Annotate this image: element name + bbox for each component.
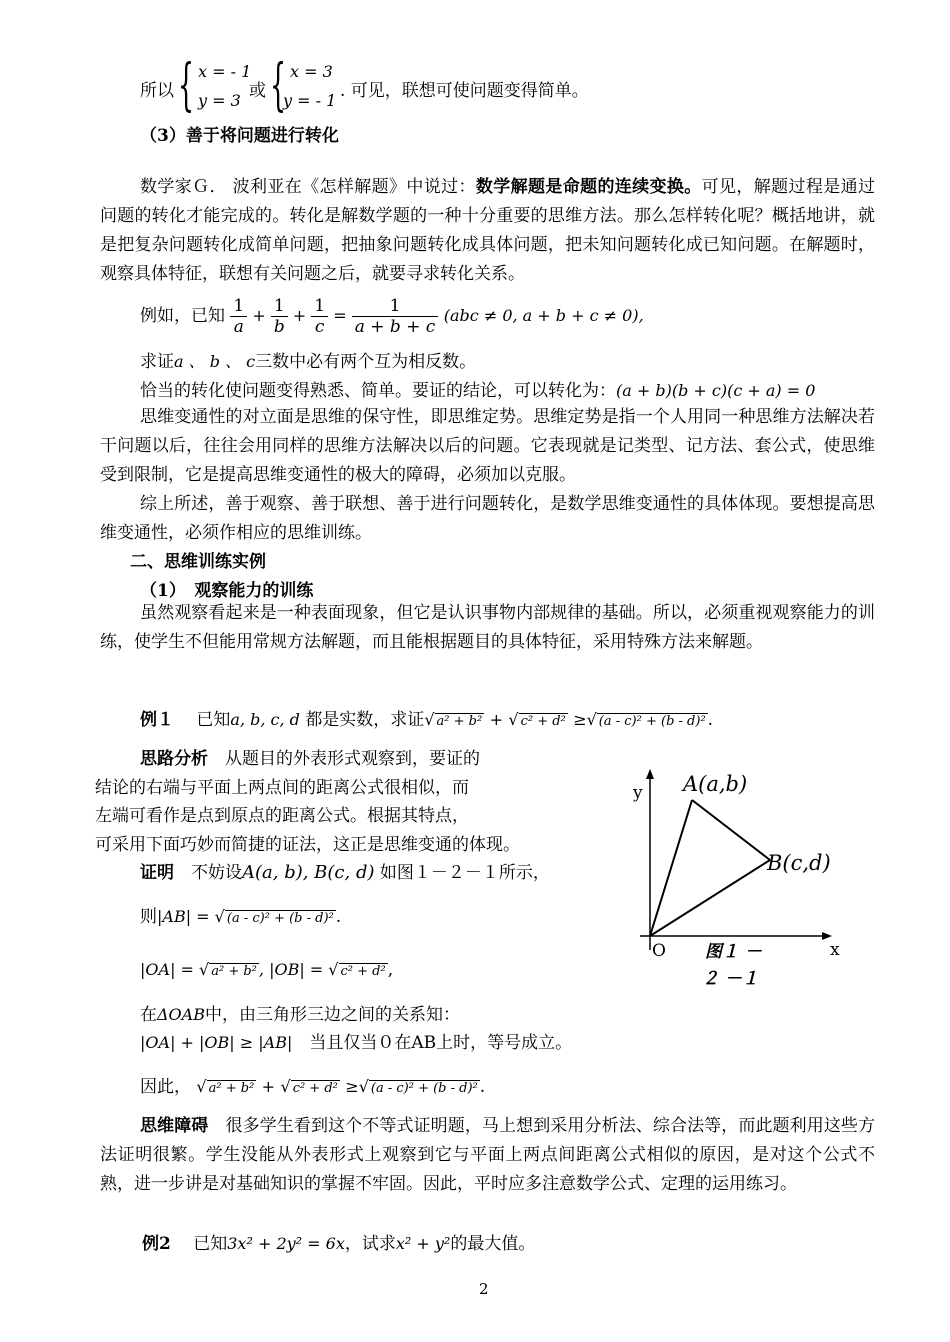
x-axis-arrow [822, 932, 832, 940]
obstacle-text: 很多学生看到这个不等式证明题，马上想到采用分析法、综合法等，而此题利用这些方法证明很繁。学生没能从外表形式上观察到它与平面上两点间距离公式相似的原因，是对这个公式不熟，进一步讲是对基础知识的掌握不牢固。因此，平时应多注意数学公式、定理的运用练习。 [100, 1116, 876, 1194]
analysis-line-4: 可采用下面巧妙而简捷的证法，这正是思维变通的体现。 [95, 835, 520, 855]
prove-pre: 求证 [140, 352, 174, 372]
para-transform [100, 173, 875, 289]
example-1-pre: 已知 [196, 710, 231, 730]
para-mindset: 思维变通性的对立面是思维的保守性，即思维定势。思维定势是指一个人用同一种思维方法解决若干问题以后，往往会用同样的思维方法解决以后的问题。它表现就是记类型、记方法、套公式，使思维受到限制，它是提高思维变通性的极大的障碍，必须加以克服。 [100, 407, 875, 485]
prove-line [140, 347, 476, 372]
example-2-label: 例2 [142, 1234, 171, 1254]
segment-ab [692, 800, 770, 860]
fraction-1-b: $\frac{1}{b}$ [271, 296, 288, 337]
proof-ab-distance: 则|AB| = √ (a - c)² + (b - d)² . [140, 907, 342, 927]
y-label: y [633, 783, 643, 803]
analysis-line-2: 结论的右端与平面上两点间的距离公式很相似，而 [95, 778, 469, 798]
para1-bold: 数学解题是命题的连续变换。 [475, 177, 702, 197]
fraction-1-abc: $\frac{1}{a + b + c}$ [352, 296, 439, 337]
origin-label: O [652, 941, 666, 961]
para1-pre: 数学家Ｇ． 波利亚在《怎样解题》中说过： [140, 177, 476, 197]
example-2-expr: x² + y² [395, 1234, 451, 1253]
example-1-label: 例１ [140, 710, 174, 730]
prove-vars: a 、 b 、 c [174, 352, 256, 371]
proof-conclusion: 因此， √ a² + b² + √ c² + d² ≥√ (a - c)² + (b - d)² . [140, 1077, 486, 1097]
analysis-line-3: 左端可看作是点到原点的距离公式。根据其特点， [95, 806, 469, 826]
section3-heading: （3）善于将问题进行转化 [140, 126, 339, 146]
para1-post: 可见，解题过程是通过问题的转化才能完成的。转化是解数学题的一种十分重要的思维方法。那么怎样转化呢？概括地讲，就是把复杂问题转化成简单问题，把抽象问题转化成具体问题，把未知问题转化成已知问题。在解题时，观察具体特征，联想有关问题之后，就要寻求转化关系。 [100, 177, 876, 284]
caption-line-2: ２ －１ [702, 969, 759, 989]
transform-formula: (a + b)(b + c)(c + a) = 0 [616, 381, 816, 400]
y-axis-arrow [646, 769, 654, 779]
analysis-line-1: 思路分析 从题目的外表形式观察到，要证的 [140, 749, 480, 769]
example-1-rad3: (a - c)² + (b - d)² [598, 714, 706, 729]
brace-left-1: { [178, 53, 195, 118]
point-b-label: B(c,d) [767, 851, 831, 875]
segment-ob [650, 860, 770, 936]
example-1-mid: 都是实数，求证 [305, 710, 425, 730]
proof-oa-ob: |OA| = √ a² + b² , |OB| = √ c² + d² , [140, 960, 394, 980]
proof-inequality: |OA| + |OB| ≥ |AB| 当且仅当０在AB上时，等号成立。 [140, 1033, 573, 1053]
point-a-label: A(a,b) [683, 772, 748, 796]
system2-eq1: x = 3 [290, 62, 333, 81]
example-1: 例１ 已知a, b, c, d 都是实数，求证√ a² + b² + √ c² + d² ≥√ (a - c)² + (b - d)² . [140, 710, 714, 730]
fraction-1-a: $\frac{1}{a}$ [230, 296, 247, 337]
intro-tail: . 可见，联想可使问题变得简单。 [340, 81, 589, 101]
analysis-label: 思路分析 [140, 749, 208, 769]
transform-line [140, 376, 815, 401]
intro-so: 所以 [140, 81, 174, 101]
example-2-equation: 3x² + 2y² = 6x [227, 1234, 345, 1253]
system1-eq2: y = 3 [198, 91, 241, 110]
example-1-plus: + [489, 710, 503, 729]
example-1-ge: ≥ [573, 710, 587, 729]
proof-label: 证明 [140, 863, 174, 883]
section-two-heading: 二、思维训练实例 [130, 552, 266, 572]
proof-points: A(a, b), B(c, d) [242, 862, 375, 883]
example-condition: (abc ≠ 0, a + b + c ≠ 0), [443, 306, 644, 325]
example-formula-line: 例如，已知 $\frac{1}{a}$ + $\frac{1}{b}$ + $\frac{1}{c}$ = $\frac{1}{a + b + c}$ (abc ≠ 0, a + b + c ≠ 0), [140, 296, 644, 337]
section-observation-heading: （1） 观察能力的训练 [140, 581, 314, 601]
example-1-rad1: a² + b² [436, 714, 483, 729]
system1-eq1: x = - 1 [198, 62, 252, 81]
page-number: 2 [479, 1280, 489, 1298]
example-lead: 例如，已知 [140, 306, 225, 326]
example-1-rad2: c² + d² [520, 714, 566, 729]
example-1-end: . [707, 710, 714, 730]
segment-oa [650, 800, 692, 936]
example-2: 例2 已知3x² + 2y² = 6x，试求x² + y²的最大值。 [142, 1234, 536, 1254]
transform-text: 恰当的转化使问题变得熟悉、简单。要证的结论，可以转化为： [140, 381, 616, 401]
intro-or: 或 [249, 81, 266, 101]
x-label: x [830, 940, 840, 960]
para-obstacle [100, 1112, 875, 1199]
prove-post: 三数中必有两个互为相反数。 [255, 352, 477, 372]
system2-eq2: y = - 1 [283, 91, 337, 110]
fraction-1-c: $\frac{1}{c}$ [311, 296, 328, 337]
para-summary: 综上所述，善于观察、善于联想、善于进行问题转化，是数学思维变通性的具体体现。要想提高思维变通性，必须作相应的思维训练。 [100, 494, 875, 543]
proof-triangle-line: 在ΔOAB中，由三角形三边之间的关系知： [140, 1005, 460, 1025]
figure-triangle [610, 760, 870, 1000]
caption-line-1: 图１ － [705, 942, 762, 962]
para-observation: 虽然观察看起来是一种表面现象，但它是认识事物内部规律的基础。所以，必须重视观察能力的训练，使学生不但能用常规方法解题，而且能根据题目的具体特征，采用特殊方法来解题。 [100, 603, 875, 652]
proof-line: 证明 不妨设A(a, b), B(c, d) 如图１－２－１所示， [140, 862, 550, 883]
obstacle-label: 思维障碍 [140, 1116, 209, 1136]
example-1-vars: a, b, c, d [230, 710, 300, 729]
brace-left-2: { [270, 53, 287, 118]
